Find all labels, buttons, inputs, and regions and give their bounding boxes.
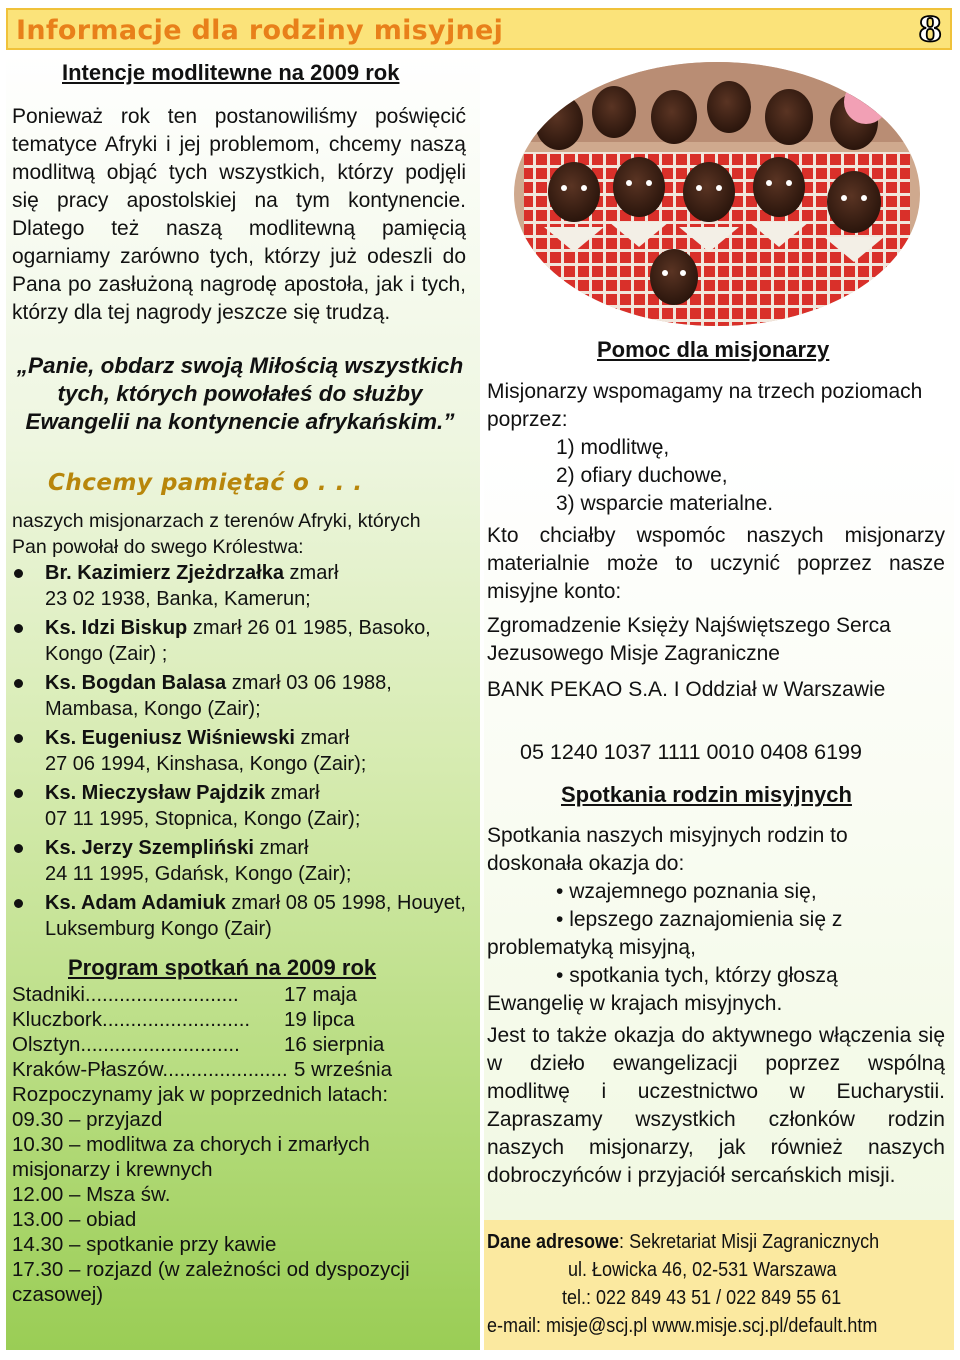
missionary-details: 26 01 1985, Basoko, Kongo (Zair) ; [45,617,431,665]
missionary-name: Ks. Bogdan Balasa [45,672,227,694]
bullet-icon [14,679,23,688]
died-label: zmarł [300,727,350,749]
meeting-row [12,982,472,1007]
intentions-heading: Intencje modlitewne na 2009 rok [62,60,400,85]
missionary-name: Ks. Adam Adamiuk [45,892,226,914]
address-org: : Sekretariat Misji Zagranicznych [619,1231,880,1253]
bullet-icon [14,844,23,853]
photo-frame [506,56,928,332]
died-label: zmarł [289,562,339,584]
died-label: zmarł [192,617,242,639]
meetings-point: spotkania tych, którzy głoszą Ewangelię w krajach misyjnych. [487,964,838,1015]
meeting-place: Olsztyn............................ [12,1033,240,1056]
died-label: zmarł [231,892,281,914]
meetings-intro: Spotkania naszych misyjnych rodzin to doskonała okazja do: [487,824,848,875]
remember-intro: naszych misjonarzach z terenów Afryki, których Pan powołał do swego Królestwa: [12,510,421,558]
died-label: zmarł [259,837,309,859]
agenda-intro: Rozpoczynamy jak w poprzednich latach: [12,1083,389,1106]
meetings-heading: Spotkania rodzin misyjnych [561,782,852,807]
meeting-date: 17 maja [284,983,357,1006]
meeting-date: 5 września [294,1058,392,1081]
missionary-list [12,560,472,945]
agenda-item: 10.30 – modlitwa za chorych i zmarłych misjonarzy i krewnych [12,1133,370,1181]
program-heading: Program spotkań na 2009 rok [68,955,377,980]
list-item [12,890,472,942]
help-material: Kto chciałby wspomóc naszych misjonarzy materialnie może to uczynić poprzez nasze misyjne konto: [487,524,945,603]
missionary-details: 03 06 1988, Mambasa, Kongo (Zair); [45,672,392,720]
meeting-place: Kraków-Płaszów...................... [12,1058,288,1081]
list-item [12,725,472,777]
bank-name: BANK PEKAO S.A. I Oddział w Warszawie [487,678,886,701]
list-item: • wzajemnego poznania się, [556,880,817,903]
photo-illustration [514,62,920,326]
meeting-place: Kluczbork.......................... [12,1008,251,1031]
missionary-name: Ks. Jerzy Szempliński [45,837,254,859]
list-item [12,835,472,887]
help-intro: Misjonarzy wspomagamy na trzech poziomach poprzez: [487,380,923,431]
bullet-icon [14,899,23,908]
list-item [12,560,472,612]
help-level: 2) ofiary duchowe, [556,464,728,487]
intro-paragraph: Ponieważ rok ten postanowiliśmy poświęcić tematyce Afryki i jej problemom, chcemy naszą modlitwą objąć tych wszystkich, którzy podjęli się pracy apostolskiej na tym kontynencie. Dlatego też naszą modlitewną pamięcią ogarniamy zarówno tych, którzy już odeszli do Pana po zasłużoną nagrodę apostoła, jak i tych, którzy dla tej nagrody jeszcze się trudzą. [12,105,466,324]
agenda-item: 17.30 – rozjazd (w zależności od dyspozycji czasowej) [12,1258,410,1306]
meeting-row [12,1032,472,1057]
address-street: ul. Łowicka 46, 02-531 Warszawa [568,1259,837,1281]
header-title: Informacje dla rodziny misyjnej [16,15,504,46]
bullet-icon [14,624,23,633]
list-item [12,670,472,722]
bullet-icon [14,789,23,798]
missionary-details: 23 02 1938, Banka, Kamerun; [45,588,311,610]
list-item: • lepszego zaznajomienia się z problematyką misyjną, [487,908,843,959]
agenda-item: 14.30 – spotkanie przy kawie [12,1233,277,1256]
died-label: zmarł [231,672,281,694]
meeting-date: 19 lipca [284,1008,355,1031]
help-level: 1) modlitwę, [556,436,670,459]
account-number: 05 1240 1037 1111 0010 0408 6199 [520,740,862,764]
bullet-icon [14,569,23,578]
meeting-place: Stadniki........................... [12,983,239,1006]
page-header [6,8,952,50]
list-item: • spotkania tych, którzy głoszą Ewangelię w krajach misyjnych. [487,964,838,1015]
list-item [12,615,472,667]
schedule [12,982,472,1307]
missionary-details: 24 11 1995, Gdańsk, Kongo (Zair); [45,863,352,885]
missionary-name: Br. Kazimierz Zjeżdrzałka [45,562,284,584]
address-email: e-mail: misje@scj.pl www.misje.scj.pl/default.htm [487,1315,878,1337]
missionary-details: 07 11 1995, Stopnica, Kongo (Zair); [45,808,361,830]
children-photo [514,62,920,326]
meetings-closing: Jest to także okazja do aktywnego włączenia się w dzieło ewangelizacji poprzez wspólną modlitwę i uczestnictwo w Eucharystii. Zapraszamy wszystkich członków rodzin naszych misjonarzy, jak również naszych dobroczyńców i przyjaciół sercańskich misji. [487,1024,945,1187]
missionary-name: Ks. Eugeniusz Wiśniewski [45,727,295,749]
missionary-name: Ks. Mieczysław Pajdzik [45,782,266,804]
address-phone: tel.: 022 849 43 51 / 022 849 55 61 [562,1287,842,1309]
prayer-text: „Panie, obdarz swoją Miłością wszystkich tych, których powołałeś do służby Ewangelii na kontynencie afrykańskim.” [16,353,464,434]
meeting-date: 16 sierpnia [284,1033,385,1056]
meeting-row [12,1007,472,1032]
meeting-row [12,1057,472,1082]
missionary-details: 27 06 1994, Kinshasa, Kongo (Zair); [45,753,367,775]
meetings-point: lepszego zaznajomienia się z problematyką misyjną, [487,908,843,959]
agenda-item: 12.00 – Msza św. [12,1183,171,1206]
agenda-item: 13.00 – obiad [12,1208,137,1231]
missionary-details: 08 05 1998, Houyet, Luksemburg Kongo (Zair) [45,892,466,940]
remember-title: Chcemy pamiętać o . . . [48,470,363,496]
page-number: 8 [918,10,942,50]
meetings-point: wzajemnego poznania się, [569,880,817,903]
account-name: Zgromadzenie Księży Najświętszego Serca Jezusowego Misje Zagraniczne [487,614,891,665]
address-org-line [487,1228,879,1256]
help-level: 3) wsparcie materialne. [556,492,774,515]
died-label: zmarł [270,782,320,804]
agenda-item: 09.30 – przyjazd [12,1108,163,1131]
address-label: Dane adresowe [487,1231,620,1253]
missionary-name: Ks. Idzi Biskup [45,617,188,639]
bullet-icon [14,734,23,743]
list-item [12,780,472,832]
help-heading: Pomoc dla misjonarzy [597,337,830,362]
